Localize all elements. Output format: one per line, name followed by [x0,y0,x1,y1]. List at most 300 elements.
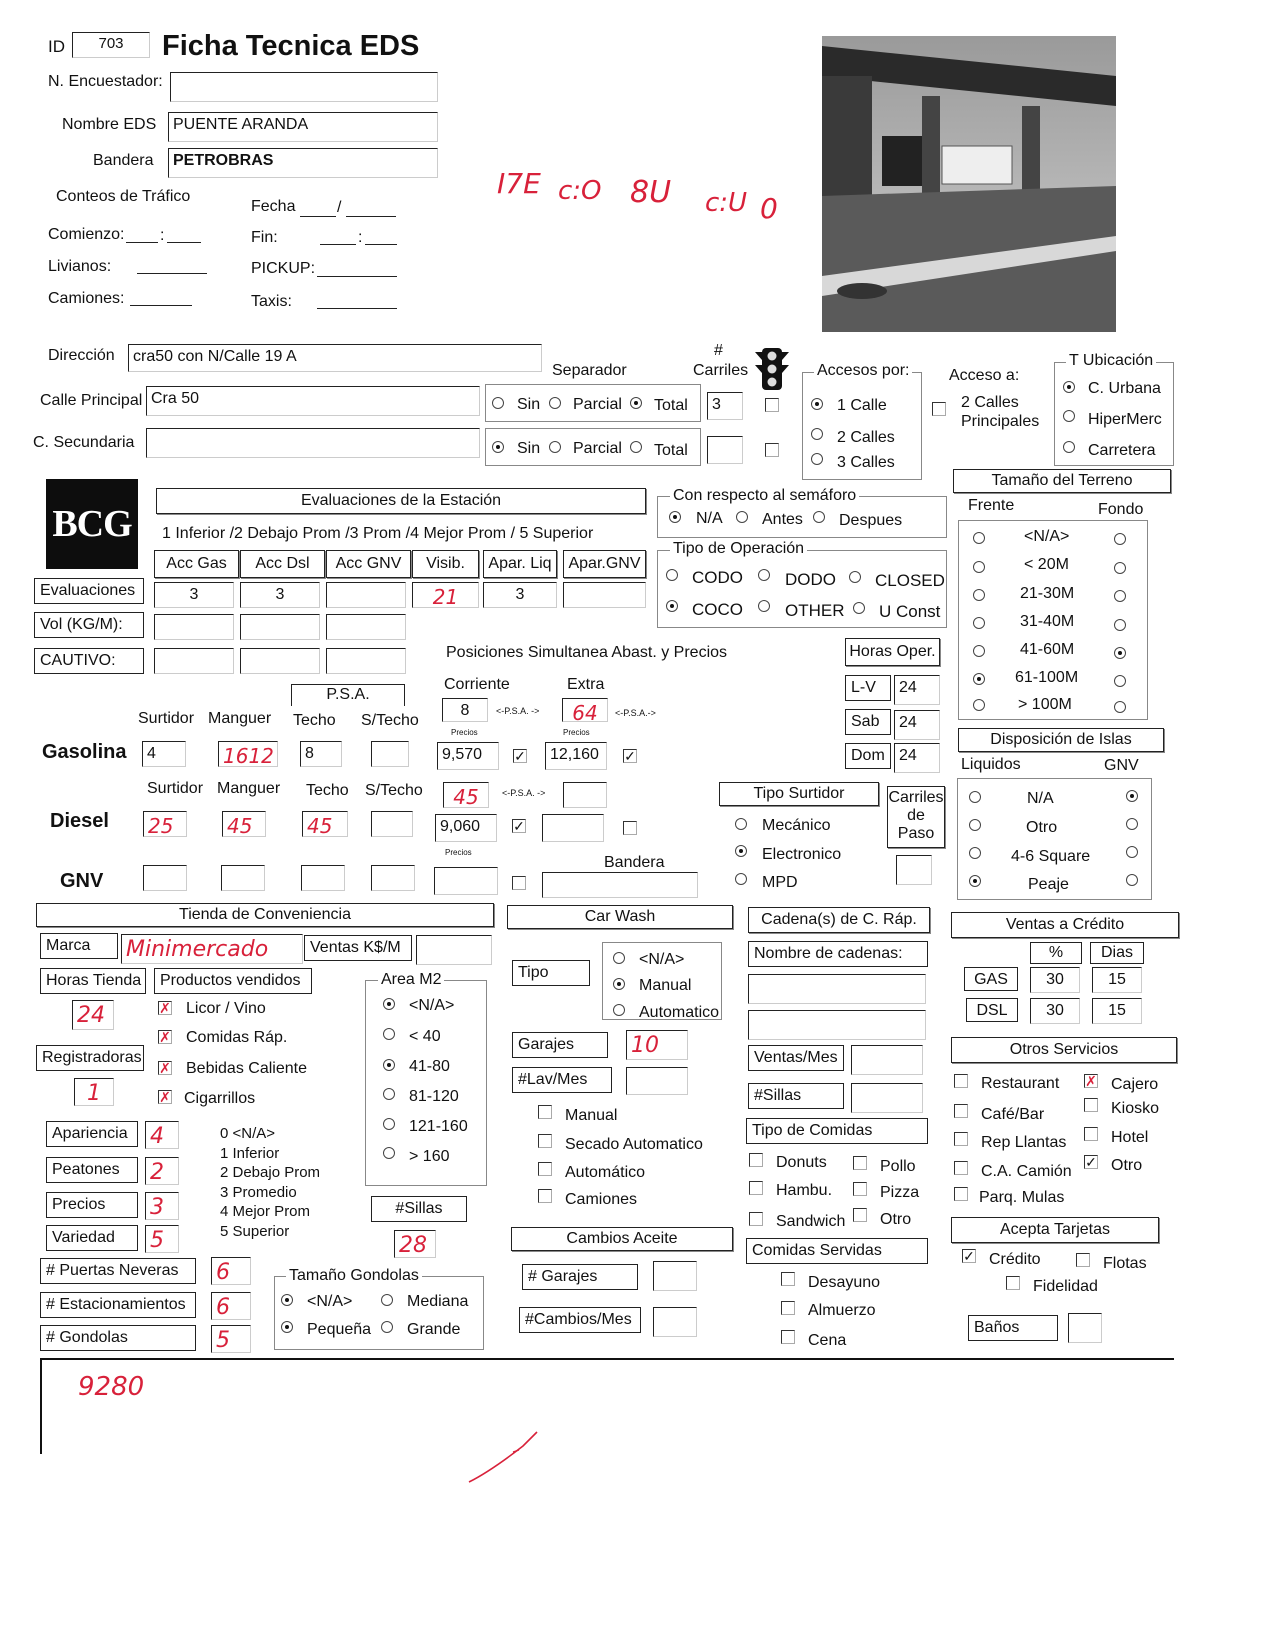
vol-gnv-field[interactable] [326,614,406,640]
cigarrillos-checkbox[interactable]: ✗ [159,1089,171,1105]
dsl-pct-field[interactable]: 30 [1030,998,1080,1024]
op-other-radio[interactable] [758,600,770,612]
separador-principal-total-radio[interactable] [630,397,642,409]
uconst-label: U Const [879,602,941,621]
terreno-row-label: 61-100M [1015,669,1079,686]
apariencia-field[interactable]: 4 [145,1121,179,1149]
donuts-checkbox[interactable] [749,1153,763,1167]
precios-field[interactable]: 3 [145,1192,179,1220]
pollo-label: Pollo [880,1158,916,1175]
cadena-sillas-label: #Sillas [748,1083,844,1109]
cadena-title: Cadena(s) de C. Ráp. [748,907,930,933]
notes-area[interactable] [40,1358,1174,1454]
acc-dsl-field[interactable]: 3 [240,582,320,608]
area-row-label: <N/A> [409,997,455,1014]
op-codo-radio[interactable] [666,569,678,581]
ventas-ks-field[interactable] [416,935,492,965]
otro-servicio-checkbox[interactable]: ✓ [1085,1154,1097,1170]
gas-manguer-field[interactable]: 1612 [218,741,278,767]
terreno-row-label: <N/A> [1024,528,1070,545]
gondola-na-radio[interactable] [281,1294,293,1306]
gas-stecho-field[interactable] [371,741,409,767]
credito-title: Ventas a Crédito [951,912,1179,938]
total-label: Total [654,442,688,459]
area-row-label: 81-120 [409,1088,459,1105]
fondo-20-radio[interactable] [1114,562,1126,574]
islas-liq-na-radio[interactable] [969,791,981,803]
cena-checkbox[interactable] [781,1330,795,1344]
eval-scale: 1 Inferior /2 Debajo Prom /3 Prom /4 Mejor Prom / 5 Superior [162,525,594,542]
fondo-100-radio[interactable] [1114,675,1126,687]
carwash-garajes-label: Garajes [512,1032,608,1058]
op-coco-radio[interactable] [666,600,678,612]
gas-pct-field[interactable]: 30 [1030,967,1080,993]
terreno-row-label: 41-60M [1020,641,1075,658]
cadena-ventas-field[interactable] [851,1045,923,1075]
gondolas-field[interactable]: 5 [211,1325,251,1353]
restaurant-label: Restaurant [981,1075,1060,1092]
parcial-label: Parcial [573,396,622,413]
acc-gas-header: Acc Gas [154,550,239,578]
islas-gnv-otro-radio[interactable] [1126,818,1138,830]
livianos-label: Livianos: [48,258,112,275]
cena-label: Cena [808,1332,847,1349]
pct-header: % [1030,942,1082,964]
frente-100-radio[interactable] [973,673,985,685]
kiosko-checkbox[interactable] [1084,1098,1098,1112]
dsl-precio-extra-field[interactable] [542,814,604,842]
techo-col-label: Techo [293,712,336,729]
camiones-label: Camiones: [48,290,125,307]
handwritten-note: I7E [497,167,541,200]
vol-dsl-field[interactable] [240,614,320,640]
id-label: ID [48,37,65,56]
ubicacion-carretera-radio[interactable] [1063,441,1075,453]
tam-gondolas-group [274,1276,484,1350]
almuerzo-checkbox[interactable] [781,1301,795,1315]
bandera-field[interactable]: PETROBRAS [168,148,438,178]
bcg-logo: BCG [46,479,138,569]
terreno-row-label: > 100M [1018,696,1072,713]
desayuno-label: Desayuno [808,1274,881,1291]
pen-stroke [465,1430,545,1491]
semaforo-despues-label: Despues [839,512,903,529]
techo-col-label: Techo [306,782,349,799]
gnv-manguer-field[interactable] [221,865,265,891]
cafe-checkbox[interactable] [954,1104,968,1118]
lav-mes-field[interactable] [626,1067,688,1095]
hiper-label: HiperMerc [1088,411,1162,428]
lv-field[interactable]: 24 [894,675,940,705]
cajero-label: Cajero [1111,1076,1159,1093]
semaforo-principal-checkbox[interactable] [765,398,779,412]
ventas-ks-label: Ventas K$/M [304,935,412,961]
rep-llantas-checkbox[interactable] [954,1132,968,1146]
cw-manual-checkbox[interactable] [538,1105,552,1119]
surtidor-mecanico-radio[interactable] [735,818,747,830]
hambu-label: Hambu. [776,1182,833,1199]
gondola-grande-label: Grande [407,1321,461,1338]
dsl-techo-field[interactable]: 45 [302,811,348,837]
acc-gnv-field[interactable] [326,582,406,608]
sin-label: Sin [517,440,541,457]
pollo-checkbox[interactable] [853,1156,867,1170]
precios-label: Precios [46,1192,138,1218]
frente-40-radio[interactable] [973,617,985,629]
parq-mulas-checkbox[interactable] [954,1187,968,1201]
carwash-manual-label: Manual [639,977,692,994]
cadena-2-field[interactable] [748,1010,926,1040]
comidas-checkbox[interactable]: ✗ [159,1029,171,1045]
dsl-manguer-field[interactable]: 45 [222,811,266,837]
pizza-label: Pizza [880,1184,920,1201]
dsl-credito-label: DSL [966,998,1018,1022]
gas-psa-corriente-field[interactable]: 8 [442,698,488,722]
cw-secado-checkbox[interactable] [538,1134,552,1148]
ubicacion-hiper-radio[interactable] [1063,410,1075,422]
sillas-field[interactable]: 28 [394,1230,436,1258]
taxis-label: Taxis: [251,293,292,310]
op-closed-radio[interactable] [849,571,861,583]
accesos-3calles-radio[interactable] [811,453,823,465]
area-160-radio[interactable] [383,1118,395,1130]
cadena-sillas-field[interactable] [851,1083,923,1113]
fondo-30-radio[interactable] [1114,590,1126,602]
area-na-radio[interactable] [383,998,395,1010]
station-photo [822,36,1116,332]
gas-surtidor-field[interactable]: 4 [142,741,186,767]
area-40-radio[interactable] [383,1028,395,1040]
codo-label: CODO [692,568,743,587]
islas-row-label: Otro [1026,819,1058,836]
handwritten-note: c:U [705,188,748,218]
credito-tarjeta-checkbox[interactable]: ✓ [963,1248,975,1264]
gas-techo-field[interactable]: 8 [300,741,342,767]
sillas-label: #Sillas [371,1196,467,1222]
gas-precio-corriente-field[interactable]: 9,570 [437,742,499,770]
separador-principal-parcial-radio[interactable] [549,397,561,409]
op-uconst-radio[interactable] [853,602,865,614]
tarjetas-title: Acepta Tarjetas [951,1217,1159,1243]
acc-dsl-header: Acc Dsl [240,550,325,578]
carretera-label: Carretera [1088,442,1156,459]
dodo-label: DODO [785,570,836,589]
precios-caption: Precios [451,728,478,737]
fondo-60-radio[interactable] [1114,647,1126,659]
dsl-dias-field[interactable]: 15 [1092,998,1142,1024]
carriles-secundaria-field[interactable] [707,436,743,464]
cajero-checkbox[interactable]: ✗ [1085,1073,1097,1089]
islas-gnv-na-radio[interactable] [1126,790,1138,802]
hambu-checkbox[interactable] [749,1181,763,1195]
flotas-checkbox[interactable] [1076,1253,1090,1267]
closed-label: CLOSED [875,571,945,590]
acc-gas-field[interactable]: 3 [154,582,234,608]
frente-30-radio[interactable] [973,589,985,601]
acceso-a-label: Acceso a: [949,367,1020,384]
desayuno-checkbox[interactable] [781,1272,795,1286]
separador-label: Separador [552,362,627,379]
area-title: Area M2 [378,972,444,988]
manguer-col-label: Manguer [217,780,281,797]
apar-liq-field[interactable]: 3 [483,582,557,608]
other-label: OTHER [785,601,845,620]
dsl-surtidor-field[interactable]: 25 [143,811,187,837]
gnv-techo-field[interactable] [301,865,345,891]
dom-label: Dom [845,743,891,769]
cadena-ventas-label: Ventas/Mes [748,1045,844,1071]
carriles-principal-field[interactable]: 3 [707,392,743,420]
rep-llantas-label: Rep Llantas [981,1134,1067,1151]
credito-tarjeta-label: Crédito [989,1251,1041,1268]
cautivo-gas-field[interactable] [154,648,234,674]
manguer-col-label: Manguer [208,710,272,727]
fidelidad-label: Fidelidad [1033,1278,1098,1295]
gondola-pequena-label: Pequeña [307,1321,372,1338]
op-dodo-radio[interactable] [758,569,770,581]
cw-opt-label: Manual [565,1107,618,1124]
calle2-label: 2 Calles [837,429,895,446]
semaforo-na-label: N/A [696,510,723,527]
surtidor-col-label: Surtidor [147,780,204,797]
posiciones-title: Posiciones Simultanea Abast. y Precios [446,644,728,661]
otro-comida-checkbox[interactable] [853,1208,867,1222]
fecha-label: Fecha [251,198,296,215]
islas-liq-otro-radio[interactable] [969,819,981,831]
estacionamientos-field[interactable]: 6 [211,1292,251,1320]
gas-extra-checkbox[interactable]: ✓ [624,748,636,764]
cw-opt-label: Camiones [565,1191,638,1208]
ubicacion-title: T Ubicación [1066,353,1156,369]
puertas-field[interactable]: 6 [211,1257,251,1285]
frente-60-radio[interactable] [973,645,985,657]
nombre-eds-label: Nombre EDS [62,116,157,133]
separador-secundaria-sin-radio[interactable] [492,441,504,453]
dom-field[interactable]: 24 [894,743,940,773]
id-field[interactable]: 703 [72,32,150,58]
area-80-radio[interactable] [383,1059,395,1071]
comidas-servidas-label: Comidas Servidas [746,1238,928,1264]
otro-servicio-label: Otro [1111,1157,1143,1174]
bebidas-checkbox[interactable]: ✗ [159,1060,171,1076]
tipo-surtidor-title: Tipo Surtidor [719,782,879,806]
islas-liq-peaje-radio[interactable] [969,875,981,887]
islas-liq-square-radio[interactable] [969,847,981,859]
stecho-col-label: S/Techo [365,782,423,799]
separador-principal-sin-radio[interactable] [492,397,504,409]
calle-principal-field[interactable]: Cra 50 [146,386,480,416]
fondo-na-radio[interactable] [1114,533,1126,545]
peatones-field[interactable]: 2 [145,1157,179,1185]
corriente-label: Corriente [444,676,510,693]
dsl-extra-checkbox[interactable] [623,821,637,835]
hotel-label: Hotel [1111,1129,1149,1146]
banos-label: Baños [968,1315,1058,1341]
fondo-40-radio[interactable] [1114,619,1126,631]
acceso-2calles-checkbox[interactable] [932,402,946,416]
horas-oper-title: Horas Oper. [845,638,940,666]
gnv-precio-field[interactable] [434,867,498,895]
gas-corriente-checkbox[interactable]: ✓ [514,748,526,764]
hotel-checkbox[interactable] [1084,1127,1098,1141]
bandera-label: Bandera [93,152,154,169]
cautivo-gnv-field[interactable] [326,648,406,674]
separador-secundaria-total-radio[interactable] [630,441,642,453]
frente-mas100-radio[interactable] [973,699,985,711]
semaforo-antes-radio[interactable] [736,511,748,523]
carriles-label: Carriles [693,362,749,379]
ubicacion-urbana-radio[interactable] [1063,381,1075,393]
semaforo-secundaria-checkbox[interactable] [765,443,779,457]
registradoras-label: Registradoras [36,1045,144,1071]
comienzo-label: Comienzo: [48,226,125,243]
cadena-1-field[interactable] [748,974,926,1004]
visib-header: Visib. [412,550,479,578]
stecho-col-label: S/Techo [361,712,419,729]
direccion-field[interactable]: cra50 con N/Calle 19 A [128,344,542,372]
comidas-label: Comidas Ráp. [186,1029,288,1046]
psa-arrow: <-P.S.A. -> [502,788,546,798]
variedad-field[interactable]: 5 [145,1225,179,1253]
horas-tienda-field[interactable]: 24 [72,1000,114,1030]
gnv-checkbox[interactable] [512,876,526,890]
carwash-automatico-radio[interactable] [613,1004,625,1016]
gondola-grande-radio[interactable] [381,1321,393,1333]
encuestador-label: N. Encuestador: [48,73,163,90]
semaforo-despues-radio[interactable] [813,511,825,523]
semaforo-na-radio[interactable] [669,511,681,523]
encuestador-field[interactable] [170,72,438,102]
vol-label: Vol (KG/M): [34,612,144,638]
dsl-checkbox[interactable]: ✓ [513,818,525,834]
productos-label: Productos vendidos [154,968,312,994]
dsl-psa-field[interactable]: 45 [443,782,489,808]
sab-field[interactable]: 24 [894,710,940,740]
variedad-label: Variedad [46,1225,138,1251]
otros-title: Otros Servicios [951,1037,1177,1063]
nombre-eds-field[interactable]: PUENTE ARANDA [168,112,438,142]
area-mas160-radio[interactable] [383,1147,395,1159]
accesos-1calle-radio[interactable] [811,398,823,410]
calle-secundaria-field[interactable] [146,428,480,458]
cw-automatico-checkbox[interactable] [538,1162,552,1176]
cw-camiones-checkbox[interactable] [538,1189,552,1203]
aceite-garajes-field[interactable] [653,1261,697,1291]
gnv-surtidor-field[interactable] [143,865,187,891]
sin-label: Sin [517,396,541,413]
gas-dias-field[interactable]: 15 [1092,967,1142,993]
islas-row-label: 4-6 Square [1011,848,1091,865]
fondo-mas100-radio[interactable] [1114,701,1126,713]
coco-label: COCO [692,600,743,619]
carwash-na-radio[interactable] [613,952,625,964]
marca-field[interactable]: Minimercado [121,934,303,964]
vol-gas-field[interactable] [154,614,234,640]
gas-precio-extra-field[interactable]: 12,160 [545,742,607,770]
islas-title: Disposición de Islas [958,728,1164,752]
apar-gnv-field[interactable] [563,582,646,608]
carwash-garajes-field[interactable]: 10 [626,1030,688,1060]
urbana-label: C. Urbana [1088,380,1161,397]
pizza-checkbox[interactable] [853,1182,867,1196]
dsl-stecho-field[interactable] [371,811,413,837]
carwash-tipo-label: Tipo [512,960,590,986]
frente-na-radio[interactable] [973,532,985,544]
accesos-title: Accesos por: [814,363,912,379]
estacionamientos-label: # Estacionamientos [40,1292,196,1318]
surtidor-electronico-radio[interactable] [735,845,747,857]
gnv-stecho-field[interactable] [371,865,415,891]
visib-field[interactable]: 21 [412,582,479,608]
precios-caption: Precios [563,728,590,737]
calle-principal-label: Calle Principal [40,392,143,409]
traffic-light-icon [755,348,789,395]
precios-caption: Precios [445,848,472,857]
fondo-label: Fondo [1098,501,1144,518]
terreno-row-label: 21-30M [1020,585,1075,602]
islas-gnv-peaje-radio[interactable] [1126,874,1138,886]
surtidor-mpd-radio[interactable] [735,873,747,885]
restaurant-checkbox[interactable] [954,1074,968,1088]
ca-camion-checkbox[interactable] [954,1161,968,1175]
fin-label: Fin: [251,229,278,246]
kiosko-label: Kiosko [1111,1100,1160,1117]
licor-checkbox[interactable]: ✗ [159,1000,171,1016]
flotas-label: Flotas [1103,1255,1147,1272]
islas-gnv-square-radio[interactable] [1126,846,1138,858]
frente-20-radio[interactable] [973,561,985,573]
dsl-precio-field[interactable]: 9,060 [435,814,497,842]
cautivo-dsl-field[interactable] [240,648,320,674]
electronico-label: Electronico [762,846,842,863]
carriles-paso-title: Carriles de Paso [887,786,945,848]
separador-secundaria-parcial-radio[interactable] [549,441,561,453]
gondola-mediana-radio[interactable] [381,1294,393,1306]
gas-psa-extra-field[interactable]: 64 [562,698,608,722]
escala-legend: 0 <N/A> 1 Inferior 2 Debajo Prom 3 Promedio 4 Mejor Prom 5 Superior [220,1125,321,1240]
area-120-radio[interactable] [383,1088,395,1100]
calle-secundaria-label: C. Secundaria [33,434,135,451]
calle1-label: 1 Calle [837,397,887,414]
lav-mes-label: #Lav/Mes [512,1067,612,1093]
banos-field[interactable] [1068,1313,1102,1343]
carwash-na-label: <N/A> [639,951,685,968]
acc-gnv-header: Acc GNV [326,550,411,578]
parq-mulas-label: Parq. Mulas [979,1189,1065,1206]
tipo-comidas-label: Tipo de Comidas [746,1118,928,1144]
terreno-title: Tamaño del Terreno [953,469,1171,493]
cw-opt-label: Secado Automatico [565,1136,703,1153]
gondola-mediana-label: Mediana [407,1293,469,1310]
carwash-manual-radio[interactable] [613,978,625,990]
mpd-label: MPD [762,874,798,891]
carriles-paso-field[interactable] [896,855,932,885]
registradoras-field[interactable]: 1 [74,1078,114,1106]
sandwich-checkbox[interactable] [749,1212,763,1226]
cambios-mes-field[interactable] [653,1307,697,1337]
accesos-2calles-radio[interactable] [811,428,823,440]
fidelidad-checkbox[interactable] [1006,1276,1020,1290]
puertas-label: # Puertas Neveras [40,1258,196,1284]
psa-header: P.S.A. [291,684,405,706]
dsl-psa-extra-field[interactable] [563,782,607,808]
parcial-label: Parcial [573,440,622,457]
tam-gondolas-title: Tamaño Gondolas [286,1268,422,1284]
donuts-label: Donuts [776,1154,827,1171]
psa-arrow: <-P.S.A.-> [615,708,656,718]
gondola-pequena-radio[interactable] [281,1321,293,1333]
bandera-gnv-field[interactable] [542,872,698,898]
